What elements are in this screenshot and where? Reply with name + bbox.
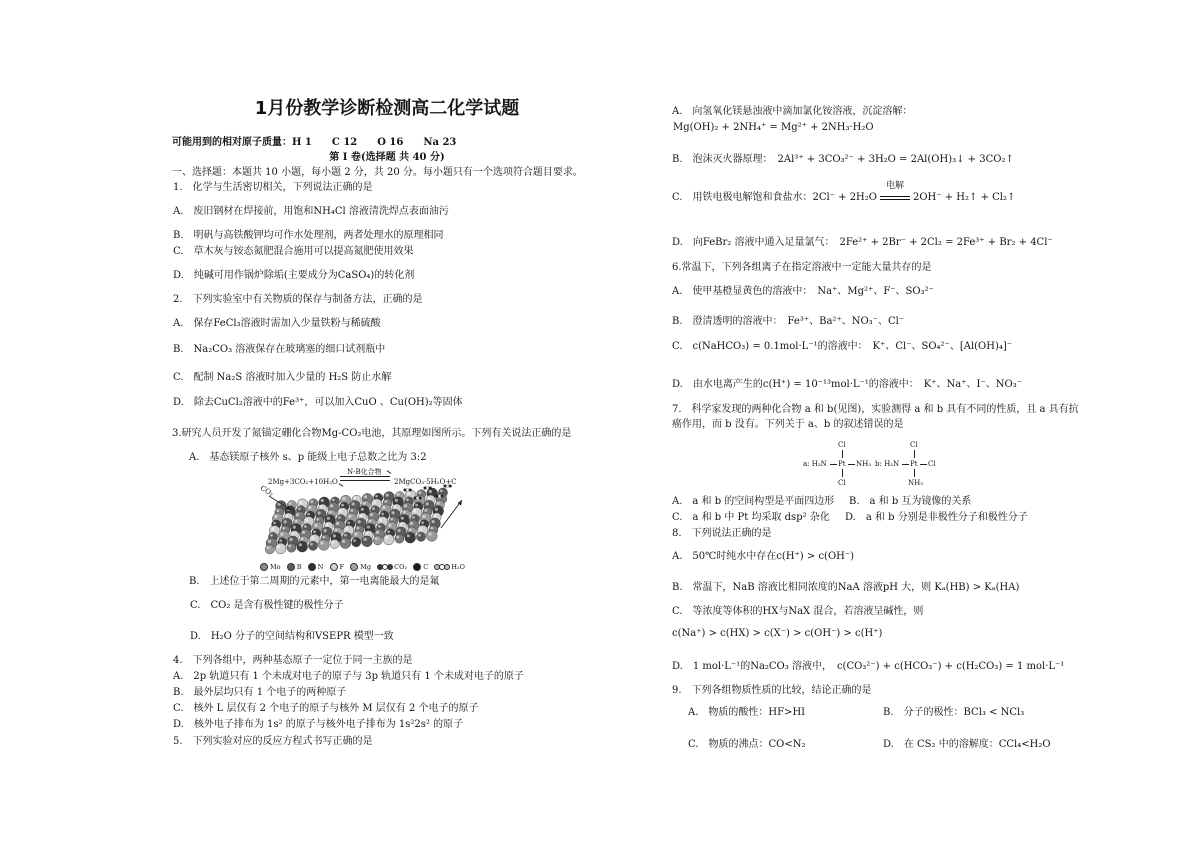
q5-option-c-text: C. 用铁电极电解饱和食盐水：2Cl⁻ + 2H₂O: [672, 192, 877, 203]
bond-line: [914, 450, 915, 458]
sphere-highlight: [301, 538, 304, 541]
sphere-highlight: [342, 540, 345, 543]
q5-option-d: D. 向FeBr₂ 溶液中通入足量氯气： 2Fe²⁺ + 2Br⁻ + 2Cl₂ = 2Fe³⁺ + Br₂ + 4Cl⁻: [672, 237, 1053, 248]
sphere-highlight: [434, 514, 437, 517]
sphere-highlight: [363, 538, 366, 541]
sphere-highlight: [289, 538, 292, 541]
equation-products: 2MgCO₃·5H₂O+C: [394, 478, 457, 486]
sphere-highlight: [354, 497, 357, 500]
atom-sphere: [297, 541, 308, 552]
q9-option-d: D. 在 CS₂ 中的溶解度：CCl₄<H₂O: [883, 739, 1051, 750]
sphere-highlight: [305, 518, 308, 521]
atom-sphere: [318, 540, 329, 551]
q6-option-c: C. c(NaHCO₃) = 0.1mol·L⁻¹的溶液中： K⁺、Cl⁻、SO₄²⁻、[Al(OH)₄]⁻: [672, 341, 1013, 352]
q7-option-c: C. a 和 b 中 Pt 均采取 dsp² 杂化: [672, 512, 830, 523]
sphere-highlight: [338, 516, 341, 519]
legend-swatch-icon: [287, 563, 295, 571]
sphere-highlight: [401, 516, 404, 519]
atom-sphere: [383, 534, 394, 545]
electrolysis-condition: [880, 181, 910, 204]
q5-option-b: B. 泡沫灭火器原理： 2Al³⁺ + 3CO₃²⁻ + 3H₂O = 2Al(OH)₃↓ + 3CO₂↑: [672, 154, 1014, 165]
sphere-highlight: [395, 499, 398, 502]
sphere-highlight: [429, 490, 432, 493]
legend-item: [413, 563, 428, 571]
sphere-highlight: [321, 499, 324, 502]
sphere-highlight: [302, 531, 305, 534]
sphere-highlight: [407, 534, 410, 537]
sphere-highlight: [342, 497, 345, 500]
sphere-highlight: [376, 531, 379, 534]
atom-label-bottom: Cl: [838, 479, 846, 487]
sphere-highlight: [396, 536, 399, 539]
sphere-highlight: [279, 539, 282, 542]
atom-sphere: [395, 534, 404, 543]
sphere-highlight: [336, 522, 339, 525]
legend-label: H₂O: [451, 563, 465, 571]
sphere-highlight: [373, 501, 376, 504]
sphere-highlight: [428, 532, 431, 535]
q5-option-a: A. 向氢氧化镁悬浊液中滴加氯化铵溶液，沉淀溶解：: [672, 106, 913, 117]
sphere-highlight: [298, 507, 301, 510]
bond-line: [848, 464, 855, 465]
legend-swatch-icon: [330, 563, 338, 571]
sphere-highlight: [292, 532, 295, 535]
exam-title: 1月份教学诊断检测高二化学试题: [254, 98, 520, 119]
sphere-highlight: [422, 515, 425, 518]
q1-option-d: D. 纯碱可用作锅炉除垢(主要成分为CaSO₄)的转化剂: [173, 270, 415, 281]
sphere-highlight: [413, 509, 416, 512]
legend-swatch-icon: [377, 564, 392, 570]
sphere-highlight: [326, 523, 329, 526]
sphere-highlight: [273, 522, 276, 525]
q4-option-c: C. 核外 L 层仅有 2 个电子的原子与核外 M 层仅有 2 个电子的原子: [173, 703, 479, 714]
bond-line: [830, 464, 837, 465]
q5-option-a-equation: Mg(OH)₂ + 2NH₄⁺ = Mg²⁺ + 2NH₃·H₂O: [673, 122, 874, 133]
atom-sphere: [265, 545, 274, 554]
sphere-highlight: [350, 509, 353, 512]
sphere-highlight: [418, 491, 421, 494]
sphere-highlight: [391, 511, 394, 514]
q3-stem: 3.研究人员开发了氮锚定硼化合物Mg-CO₂电池，其原理如图所示。下列有关说法正确的是: [172, 428, 572, 439]
legend-label: B: [296, 563, 302, 571]
sphere-highlight: [277, 545, 280, 548]
atom-label-top: Cl: [910, 441, 918, 449]
q1-stem: 1. 化学与生活密切相关，下列说法正确的是: [173, 182, 373, 193]
sphere-highlight: [440, 490, 443, 493]
sphere-highlight: [424, 509, 427, 512]
sphere-highlight: [353, 539, 356, 542]
sphere-highlight: [409, 529, 412, 532]
q6-option-b: B. 澄清透明的溶液中： Fe³⁺、Ba²⁺、NO₃⁻、Cl⁻: [672, 316, 905, 327]
sphere-highlight: [282, 527, 285, 530]
sphere-highlight: [299, 501, 302, 504]
sphere-highlight: [274, 515, 277, 518]
q6-option-a: A. 使甲基橙显黄色的溶液中： Na⁺、Mg²⁺、F⁻、SO₃²⁻: [672, 286, 934, 297]
q8-stem: 8. 下列说法正确的是: [672, 528, 772, 539]
q7-option-d: D. a 和 b 分别是非极性分子和极性分子: [845, 512, 1028, 523]
sphere-highlight: [382, 506, 385, 509]
sphere-highlight: [296, 513, 299, 516]
battery-principle-figure: [255, 466, 470, 574]
bond-line: [842, 450, 843, 458]
sphere-highlight: [280, 533, 283, 536]
sphere-highlight: [381, 513, 384, 516]
q7-stem-line2: 癌作用，而 b 没有。下列关于 a、b 的叙述错误的是: [672, 419, 904, 430]
sphere-highlight: [332, 541, 335, 544]
sphere-highlight: [403, 511, 406, 514]
atom-sphere: [405, 532, 416, 543]
q4-option-b: B. 最外层均只有 1 个电子的两种原子: [173, 687, 347, 698]
co2-arrow-label: CO₂: [258, 484, 275, 499]
sphere-highlight: [341, 504, 344, 507]
molecule-b: [875, 441, 941, 495]
q7-option-a: A. a 和 b 的空间构型是平面四边形: [672, 496, 835, 507]
sphere-highlight: [370, 513, 373, 516]
sphere-highlight: [390, 518, 393, 521]
sphere-highlight: [283, 520, 286, 523]
sphere-highlight: [385, 536, 388, 539]
equation-catalyst: N-B化合物: [347, 468, 382, 476]
q3-option-b: B. 上述位于第二周期的元素中，第一电离能最大的是氟: [189, 576, 440, 587]
sphere-highlight: [322, 536, 325, 539]
co2-molecule-atom: [426, 487, 429, 490]
sphere-highlight: [387, 530, 390, 533]
q8-option-a: A. 50℃时纯水中存在c(H⁺) > c(OH⁻): [672, 551, 855, 562]
q1-option-b: B. 明矾与高铁酸钾均可作水处理剂，两者处理水的原理相同: [173, 230, 444, 241]
co2-molecule-atom: [414, 497, 417, 500]
q3-option-a: A. 基态镁原子核外 s、p 能级上电子总数之比为 3:2: [189, 452, 427, 463]
atomic-masses: 可能用到的相对原子质量：H 1 C 12 O 16 Na 23: [172, 137, 457, 148]
molecule-atom-icon: [387, 564, 393, 570]
sphere-highlight: [313, 530, 316, 533]
sphere-highlight: [308, 506, 311, 509]
sphere-highlight: [363, 502, 366, 505]
sphere-highlight: [270, 534, 273, 537]
sphere-highlight: [394, 506, 397, 509]
sphere-highlight: [320, 541, 323, 544]
legend-item: [260, 563, 281, 571]
q1-option-a: A. 废旧钢材在焊接前，用饱和NH₄Cl 溶液清洗焊点表面油污: [173, 206, 449, 217]
legend-swatch-icon: [350, 563, 358, 571]
sphere-highlight: [293, 525, 296, 528]
sphere-highlight: [425, 502, 428, 505]
sphere-highlight: [288, 545, 291, 548]
sphere-highlight: [304, 525, 307, 528]
reversible-arrow-icon: [340, 476, 390, 481]
q6-option-d: D. 由水电离产生的c(H⁺) = 10⁻¹³mol·L⁻¹的溶液中： K⁺、Na⁺、I⁻、NO₃⁻: [672, 379, 1023, 390]
sphere-highlight: [317, 511, 320, 514]
reaction-equals-icon: [880, 196, 910, 200]
q4-stem: 4. 下列各组中，两种基态原子一定位于同一主族的是: [173, 655, 413, 666]
sphere-highlight: [372, 507, 375, 510]
ligand-label-right: Cl: [928, 460, 936, 468]
sphere-highlight: [367, 525, 370, 528]
bond-line: [914, 469, 915, 477]
q5-stem: 5. 下列实验对应的反应方程式书写正确的是: [173, 736, 373, 747]
legend-item: [287, 563, 302, 571]
molecule-atom-icon: [444, 564, 450, 570]
sphere-highlight: [384, 500, 387, 503]
molecule-a: [803, 441, 872, 495]
platinum-complex-structures: [803, 441, 948, 495]
sphere-highlight: [327, 517, 330, 520]
sphere-highlight: [397, 493, 400, 496]
legend-label: Mo: [270, 563, 281, 571]
atom-sphere: [362, 536, 373, 547]
legend-label: Mg: [360, 563, 372, 571]
atom-sphere: [330, 539, 339, 548]
legend-item: [330, 563, 345, 571]
sphere-highlight: [267, 546, 270, 549]
sphere-highlight: [333, 534, 336, 537]
sphere-highlight: [345, 527, 348, 530]
sphere-highlight: [379, 518, 382, 521]
sphere-highlight: [330, 504, 333, 507]
atom-sphere: [352, 538, 361, 547]
q2-option-c: C. 配制 Na₂S 溶液时加入少量的 H₂S 防止水解: [173, 372, 392, 383]
q7-option-b: B. a 和 b 互为镜像的关系: [849, 496, 972, 507]
sphere-highlight: [430, 527, 433, 530]
atom-sphere: [340, 538, 351, 549]
atom-sphere: [416, 532, 425, 541]
q9-option-c: C. 物质的沸点：CO<N₂: [688, 739, 806, 750]
legend-label: C: [423, 563, 429, 571]
q1-option-c: C. 草木灰与铵态氮肥混合施用可以提高氮肥使用效果: [173, 246, 414, 257]
sphere-highlight: [404, 504, 407, 507]
q2-option-a: A. 保存FeCl₃溶液时需加入少量铁粉与稀硫酸: [173, 318, 381, 329]
sphere-highlight: [310, 543, 313, 546]
legend-item: [350, 563, 371, 571]
bond-line: [902, 464, 909, 465]
legend-label: N: [317, 563, 324, 571]
q8-option-c: C. 等浓度等体积的HX与NaX 混合，若溶液呈碱性，则: [672, 606, 924, 617]
ligand-label-left: b: H₃N: [875, 460, 900, 468]
atom-sphere: [426, 531, 437, 542]
atom-sphere: [287, 543, 296, 552]
q3-option-d: D. H₂O 分子的空间结构和VSEPR 模型一致: [190, 631, 394, 642]
q7-stem-line1: 7. 科学家发现的两种化合物 a 和 b(见图)，实验测得 a 和 b 具有不同的性质，且 a 具有抗: [672, 404, 1079, 415]
co2-molecule-atom: [424, 487, 427, 490]
sphere-highlight: [344, 534, 347, 537]
legend-item: [377, 563, 407, 571]
ligand-label-right: NH₃: [856, 460, 872, 468]
sphere-highlight: [323, 529, 326, 532]
legend-item: [308, 563, 324, 571]
sphere-highlight: [347, 522, 350, 525]
q5-option-c: [672, 181, 1016, 204]
legend-swatch-icon: [260, 563, 268, 571]
q2-option-b: B. Na₂CO₃ 溶液保存在玻璃塞的细口试剂瓶中: [173, 344, 386, 355]
atom-sphere: [308, 541, 317, 550]
sphere-highlight: [351, 502, 354, 505]
sphere-highlight: [310, 500, 313, 503]
sphere-highlight: [415, 504, 418, 507]
sphere-highlight: [311, 536, 314, 539]
sphere-highlight: [276, 509, 279, 512]
q8-option-b: B. 常温下，NaB 溶液比相同浓度的NaA 溶液pH 大，则 Kₐ(HB) > Kₐ(HA): [672, 582, 1020, 593]
co2-molecule-atom: [419, 497, 422, 500]
sphere-highlight: [418, 534, 421, 537]
q4-option-d: D. 核外电子排布为 1s² 的原子与核外电子排布为 1s²2s² 的原子: [173, 719, 464, 730]
legend-swatch-icon: [308, 563, 316, 571]
sphere-highlight: [428, 497, 431, 500]
sphere-highlight: [366, 532, 369, 535]
sphere-highlight: [286, 515, 289, 518]
sphere-highlight: [314, 524, 317, 527]
q5-option-c-products: 2OH⁻ + H₂↑ + Cl₂↑: [913, 192, 1016, 203]
sphere-highlight: [375, 495, 378, 498]
sphere-highlight: [339, 509, 342, 512]
sphere-highlight: [378, 525, 381, 528]
sphere-highlight: [354, 532, 357, 535]
sphere-highlight: [437, 502, 440, 505]
sphere-highlight: [400, 523, 403, 526]
co2-molecule-atom: [409, 489, 412, 492]
sphere-highlight: [268, 540, 271, 543]
metal-center-label: Pt: [838, 460, 846, 468]
sphere-highlight: [369, 520, 372, 523]
atom-sphere: [275, 543, 286, 554]
sphere-highlight: [375, 537, 378, 540]
condition-label: 电解: [885, 181, 904, 191]
section-instructions: 一、选择题：本题共 10 小题，每小题 2 分，共 20 分。每小题只有一个选项符合题目要求。: [172, 167, 583, 178]
metal-center-label: Pt: [910, 460, 918, 468]
co2-molecule-atom: [404, 489, 407, 492]
q8-option-c-equation: c(Na⁺) > c(HX) > c(X⁻) > c(OH⁻) > c(H⁺): [672, 628, 883, 639]
sphere-highlight: [299, 543, 302, 546]
bond-line: [920, 464, 927, 465]
q6-stem: 6.常温下，下列各组离子在指定溶液中一定能大量共存的是: [672, 262, 932, 273]
sphere-highlight: [357, 520, 360, 523]
legend-item: [434, 563, 465, 571]
sphere-highlight: [329, 511, 332, 514]
atom-label-bottom: NH₃: [908, 479, 924, 487]
sphere-highlight: [388, 524, 391, 527]
figure-legend: [260, 562, 465, 572]
sphere-highlight: [295, 520, 298, 523]
sphere-highlight: [320, 506, 323, 509]
q9-option-a: A. 物质的酸性：HF>HI: [688, 707, 806, 718]
co2-molecule-atom: [406, 489, 409, 492]
co2-molecule-atom: [441, 495, 444, 498]
sphere-highlight: [332, 499, 335, 502]
atom-sphere: [373, 536, 382, 545]
legend-swatch-icon: [413, 563, 421, 571]
legend-swatch-icon: [434, 564, 449, 570]
sphere-highlight: [307, 513, 310, 516]
q2-stem: 2. 下列实验室中有关物质的保存与制备方法，正确的是: [173, 294, 423, 305]
atom-label-top: Cl: [838, 441, 846, 449]
sphere-highlight: [385, 493, 388, 496]
co2-molecule-atom: [436, 495, 439, 498]
sphere-highlight: [364, 495, 367, 498]
legend-label: CO₂: [394, 563, 408, 571]
sphere-highlight: [356, 527, 359, 530]
section-heading: 第 I 卷(选择题 共 40 分): [329, 152, 445, 163]
q9-stem: 9. 下列各组物质性质的比较，结论正确的是: [672, 685, 872, 696]
q4-option-a: A. 2p 轨道只有 1 个未成对电子的原子与 3p 轨道只有 1 个未成对电子的原子: [173, 671, 524, 682]
co2-molecule-atom: [438, 495, 441, 498]
equation-reactants: 2Mg+3CO₂+10H₂O: [268, 478, 338, 486]
sphere-highlight: [419, 527, 422, 530]
sphere-highlight: [410, 522, 413, 525]
sphere-highlight: [289, 502, 292, 505]
sphere-highlight: [435, 508, 438, 511]
sphere-highlight: [348, 515, 351, 518]
sphere-highlight: [407, 492, 410, 495]
co2-molecule-atom: [416, 497, 419, 500]
sphere-highlight: [406, 498, 409, 501]
q2-option-d: D. 除去CuCl₂溶液中的Fe³⁺，可以加入CuO 、Cu(OH)₂等固体: [173, 397, 463, 408]
sphere-highlight: [316, 518, 319, 521]
sphere-highlight: [431, 520, 434, 523]
legend-label: F: [339, 563, 345, 571]
q8-option-d: D. 1 mol·L⁻¹的Na₂CO₃ 溶液中， c(CO₃²⁻) + c(HCO₃⁻) + c(H₂CO₃) = 1 mol·L⁻¹: [672, 661, 1065, 672]
sphere-highlight: [361, 508, 364, 511]
sphere-highlight: [271, 527, 274, 530]
ligand-label-left: a: H₃N: [803, 460, 827, 468]
bond-line: [842, 469, 843, 477]
co2-molecule-atom: [429, 487, 432, 490]
sphere-highlight: [397, 529, 400, 532]
q9-option-b: B. 分子的极性：BCl₃ < NCl₃: [883, 707, 1025, 718]
sphere-highlight: [335, 529, 338, 532]
q3-option-c: C. CO₂ 是含有极性键的极性分子: [190, 600, 344, 611]
sphere-highlight: [360, 514, 363, 517]
sphere-highlight: [412, 516, 415, 519]
sphere-highlight: [421, 521, 424, 524]
